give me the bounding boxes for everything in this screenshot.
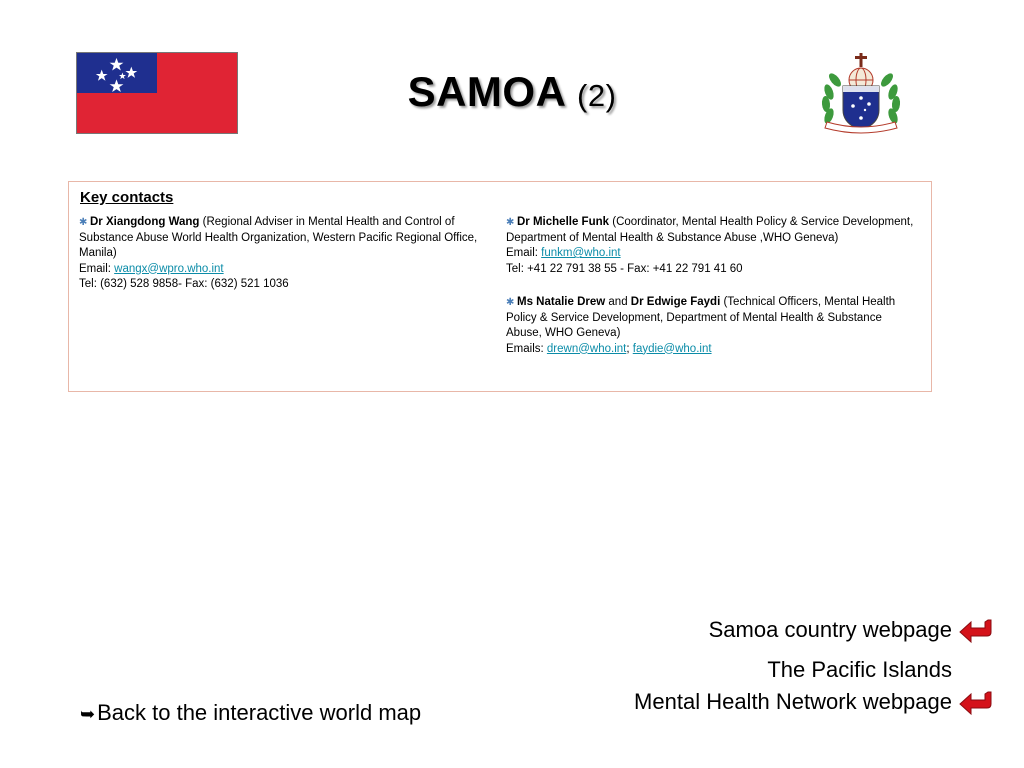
emails-label: Emails: — [506, 342, 547, 355]
contact-description: (Regional Adviser in Mental Health and Control of Substance Abuse World Health Organization, Western Pacific Regional Office, Manila) — [79, 216, 478, 259]
email-label: Email: — [506, 247, 542, 259]
email-separator: ; — [626, 342, 630, 355]
return-arrow-icon[interactable] — [958, 618, 994, 644]
email-link[interactable]: funkm@who.int — [541, 247, 621, 259]
contacts-right-column — [506, 215, 918, 375]
contact-tel: Tel: +41 22 791 38 55 - Fax: +41 22 791 41 60 — [506, 262, 743, 275]
page-title — [380, 68, 644, 116]
contact-funk — [506, 215, 918, 277]
pacific-network-link-line1[interactable]: The Pacific Islands — [767, 657, 952, 682]
back-to-world-map-link[interactable] — [80, 700, 421, 726]
samoa-coat-of-arms — [815, 52, 907, 140]
samoa-country-webpage-link[interactable]: Samoa country webpage — [708, 617, 952, 642]
contact-name-1: Ms Natalie Drew — [517, 296, 606, 308]
star-bullet-icon: ✱ — [79, 217, 88, 228]
email-link-1[interactable]: drewn@who.int — [546, 342, 627, 355]
contact-name-2: Dr Edwige Faydi — [630, 296, 721, 308]
key-contacts-heading: Key contacts — [80, 189, 174, 206]
email-label: Email: — [79, 262, 115, 275]
star-bullet-icon: ✱ — [506, 297, 515, 308]
contact-name: Dr Xiangdong Wang — [90, 216, 200, 228]
email-link-2[interactable]: faydie@who.int — [632, 342, 712, 355]
title-suffix: (2) — [577, 78, 617, 113]
contact-wang — [79, 215, 493, 293]
emblem-cross — [855, 53, 867, 67]
contact-tel: Tel: (632) 528 9858- Fax: (632) 521 1036 — [79, 278, 289, 290]
contact-drew-faydi — [506, 295, 918, 357]
title-text: SAMOA — [407, 68, 565, 115]
email-link[interactable]: wangx@wpro.who.int — [114, 262, 224, 275]
star-bullet-icon: ✱ — [506, 217, 515, 228]
contact-description: (Technical Officers, Mental Health Policy & Service Development, Department of Mental Health & Substance Abuse, WHO Geneva) — [506, 296, 896, 339]
pacific-network-link-line2[interactable]: Mental Health Network webpage — [634, 689, 952, 714]
contact-joiner: and — [608, 296, 628, 308]
contact-name: Dr Michelle Funk — [517, 216, 610, 228]
contacts-left-column — [79, 215, 493, 311]
emblem-shield — [843, 86, 879, 130]
arrow-icon: ➥ — [80, 704, 96, 724]
return-arrow-icon[interactable] — [958, 690, 994, 716]
key-contacts-box — [68, 181, 932, 392]
contact-description: (Coordinator, Mental Health Policy & Service Development, Department of Mental Health & Substance Abuse ,WHO Geneva) — [506, 216, 914, 244]
samoa-flag — [76, 52, 238, 134]
back-link-label: Back to the interactive world map — [97, 700, 422, 725]
